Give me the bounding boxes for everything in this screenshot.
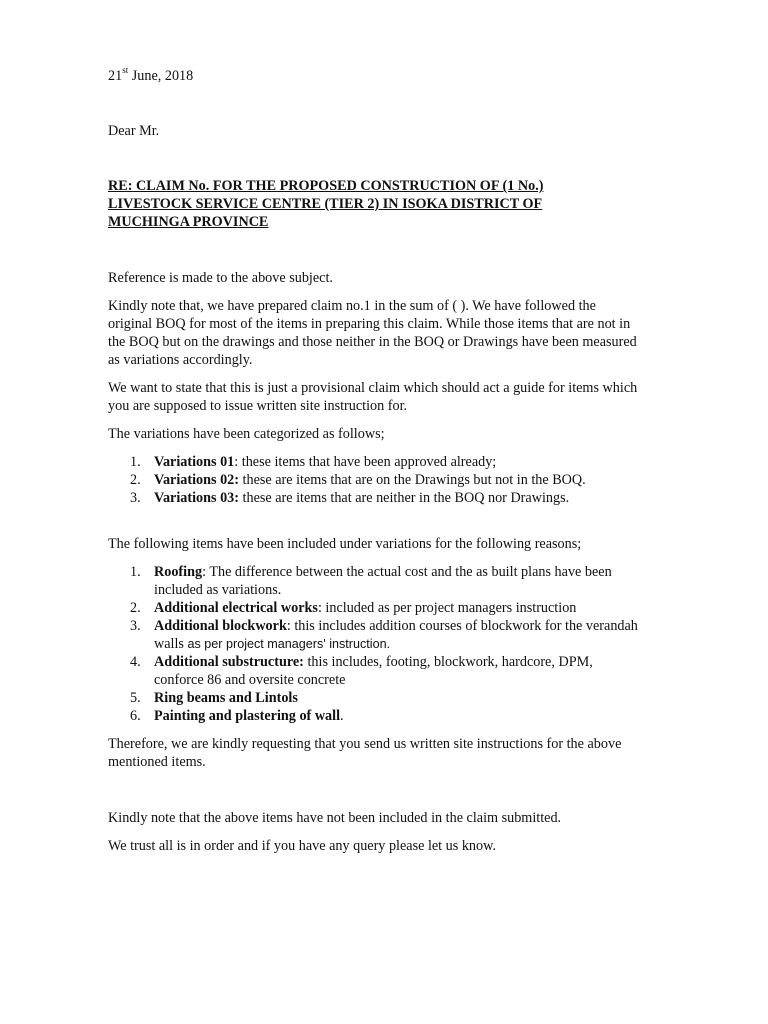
list-item: [108, 707, 643, 725]
date-suffix: st: [122, 65, 129, 75]
variations-list: [108, 453, 643, 507]
item-text-sans: as per project managers' instruction.: [187, 637, 391, 651]
item-title: Variations 02:: [154, 472, 239, 488]
paragraph-categorized: The variations have been categorized as follows;: [108, 426, 385, 442]
item-text: this includes, footing, blockwork, hardcore, DPM, conforce 86 and oversite concrete: [154, 654, 593, 688]
item-title: Additional substructure:: [154, 654, 304, 670]
item-title: Painting and plastering of wall: [154, 708, 341, 724]
item-text: : these items that have been approved already;: [234, 454, 497, 470]
date-day: 21: [108, 68, 123, 84]
date-rest: June, 2018: [128, 68, 194, 84]
reasons-list: [108, 563, 643, 725]
item-text: .: [340, 708, 344, 724]
item-text: these are items that are on the Drawings but not in the BOQ.: [239, 472, 586, 488]
item-number: 6.: [130, 708, 141, 724]
list-item: [108, 617, 643, 653]
paragraph-following: The following items have been included under variations for the following reasons;: [108, 536, 582, 552]
spacer: [108, 781, 643, 809]
paragraph-therefore: Therefore, we are kindly requesting that you send us written site instructions for the above mentioned items.: [108, 736, 622, 770]
paragraph-trust: We trust all is in order and if you have any query please let us know.: [108, 838, 496, 854]
subject-line: MUCHINGA PROVINCE: [108, 214, 269, 230]
item-text: : The difference between the actual cost and the as built plans have been included as variations.: [154, 564, 612, 598]
letter-date: [108, 67, 193, 85]
subject-heading: [108, 177, 628, 231]
salutation: Dear Mr.: [108, 123, 160, 139]
item-text: : included as per project managers instruction: [317, 600, 577, 616]
list-item: [108, 489, 643, 507]
list-item: [108, 653, 643, 689]
item-text: these are items that are neither in the BOQ nor Drawings.: [239, 490, 570, 506]
item-title: Additional electrical works: [154, 600, 318, 616]
item-number: 3.: [130, 618, 141, 634]
list-item: [108, 453, 643, 471]
item-number: 1.: [130, 454, 141, 470]
subject-line: RE: CLAIM No. FOR THE PROPOSED CONSTRUCTION OF (1 No.): [108, 178, 544, 194]
letter-body: [108, 269, 643, 865]
list-item: [108, 563, 643, 599]
item-number: 2.: [130, 600, 141, 616]
list-item: [108, 689, 643, 707]
paragraph-reference: Reference is made to the above subject.: [108, 270, 333, 286]
item-title: Ring beams and Lintols: [154, 690, 298, 706]
paragraph-claim: Kindly note that, we have prepared claim no.1 in the sum of ( ). We have followed the original BOQ for most of the items in preparing this claim. While those items that are not in the BOQ but on the drawings and those neither in the BOQ or Drawings have been measured as variations accordingly.: [108, 298, 637, 368]
item-number: 1.: [130, 564, 141, 580]
item-title: Variations 03:: [154, 490, 239, 506]
item-number: 4.: [130, 654, 141, 670]
item-number: 3.: [130, 490, 141, 506]
subject-line: LIVESTOCK SERVICE CENTRE (TIER 2) IN ISOKA DISTRICT OF: [108, 196, 543, 212]
item-text: : this includes addition courses of blockwork for the verandah walls: [154, 618, 638, 652]
item-title: Additional blockwork: [154, 618, 287, 634]
item-number: 5.: [130, 690, 141, 706]
item-title: Roofing: [154, 564, 203, 580]
list-item: [108, 471, 643, 489]
item-title: Variations 01: [154, 454, 235, 470]
list-item: [108, 599, 643, 617]
item-number: 2.: [130, 472, 141, 488]
paragraph-not-included: Kindly note that the above items have not been included in the claim submitted.: [108, 810, 562, 826]
paragraph-provisional: We want to state that this is just a provisional claim which should act a guide for items which you are supposed to issue written site instruction for.: [108, 380, 638, 414]
